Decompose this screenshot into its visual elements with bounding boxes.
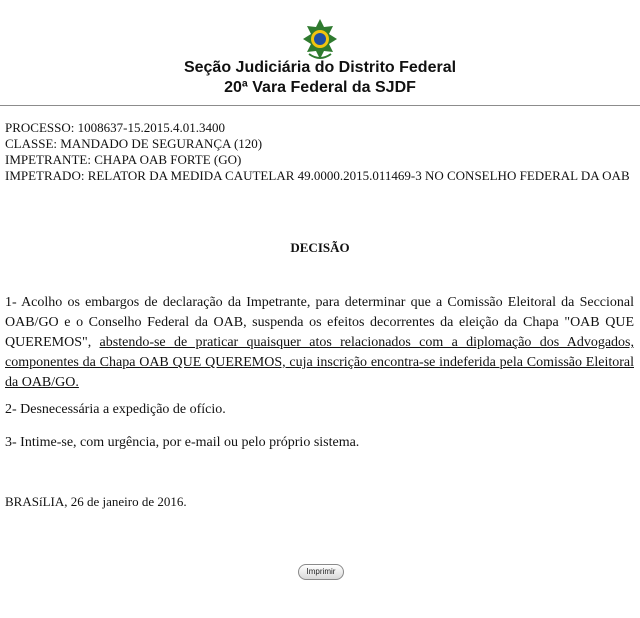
header-divider <box>0 105 640 106</box>
paragraph-2: 2- Desnecessária a expedição de ofício. <box>5 402 226 417</box>
date-line: BRASíLIA, 26 de janeiro de 2016. <box>5 494 187 509</box>
paragraph-3: 3- Intime-se, com urgência, por e-mail ou pelo próprio sistema. <box>5 435 360 450</box>
impetrado-line: IMPETRADO: RELATOR DA MEDIDA CAUTELAR 49.0000.2015.011469-3 NO CONSELHO FEDERAL DA OAB <box>5 168 630 183</box>
impetrante-line: IMPETRANTE: CHAPA OAB FORTE (GO) <box>5 152 242 167</box>
court-name: Seção Judiciária do Distrito Federal <box>183 59 457 76</box>
paragraph-1 <box>5 293 634 393</box>
decision-body <box>5 293 634 393</box>
paragraph-1-underlined: abstendo-se de praticar quaisquer atos relacionados com a diplomação dos Advogados, componentes da Chapa OAB QUE QUEREMOS, cuja inscrição encontra-se indeferida pela Comissão Eleitoral da OAB/GO. <box>5 335 634 390</box>
paragraph-1-text: 1- Acolho os embargos de declaração da Impetrante, para determinar que a Comissão Eleitoral da Seccional OAB/GO e o Conselho Federal da OAB, suspenda os efeitos decorrentes da eleição da Chapa "OAB QUE QUEREMOS", <box>5 295 634 350</box>
document-header <box>0 0 640 108</box>
print-button[interactable]: Imprimir <box>298 564 344 580</box>
court-division: 20ª Vara Federal da SJDF <box>224 79 416 96</box>
decision-title: DECISÃO <box>290 240 350 255</box>
brazil-coat-of-arms-icon <box>301 18 339 60</box>
processo-line: PROCESSO: 1008637-15.2015.4.01.3400 <box>5 120 225 135</box>
case-info <box>5 120 635 184</box>
classe-line: CLASSE: MANDADO DE SEGURANÇA (120) <box>5 136 263 151</box>
